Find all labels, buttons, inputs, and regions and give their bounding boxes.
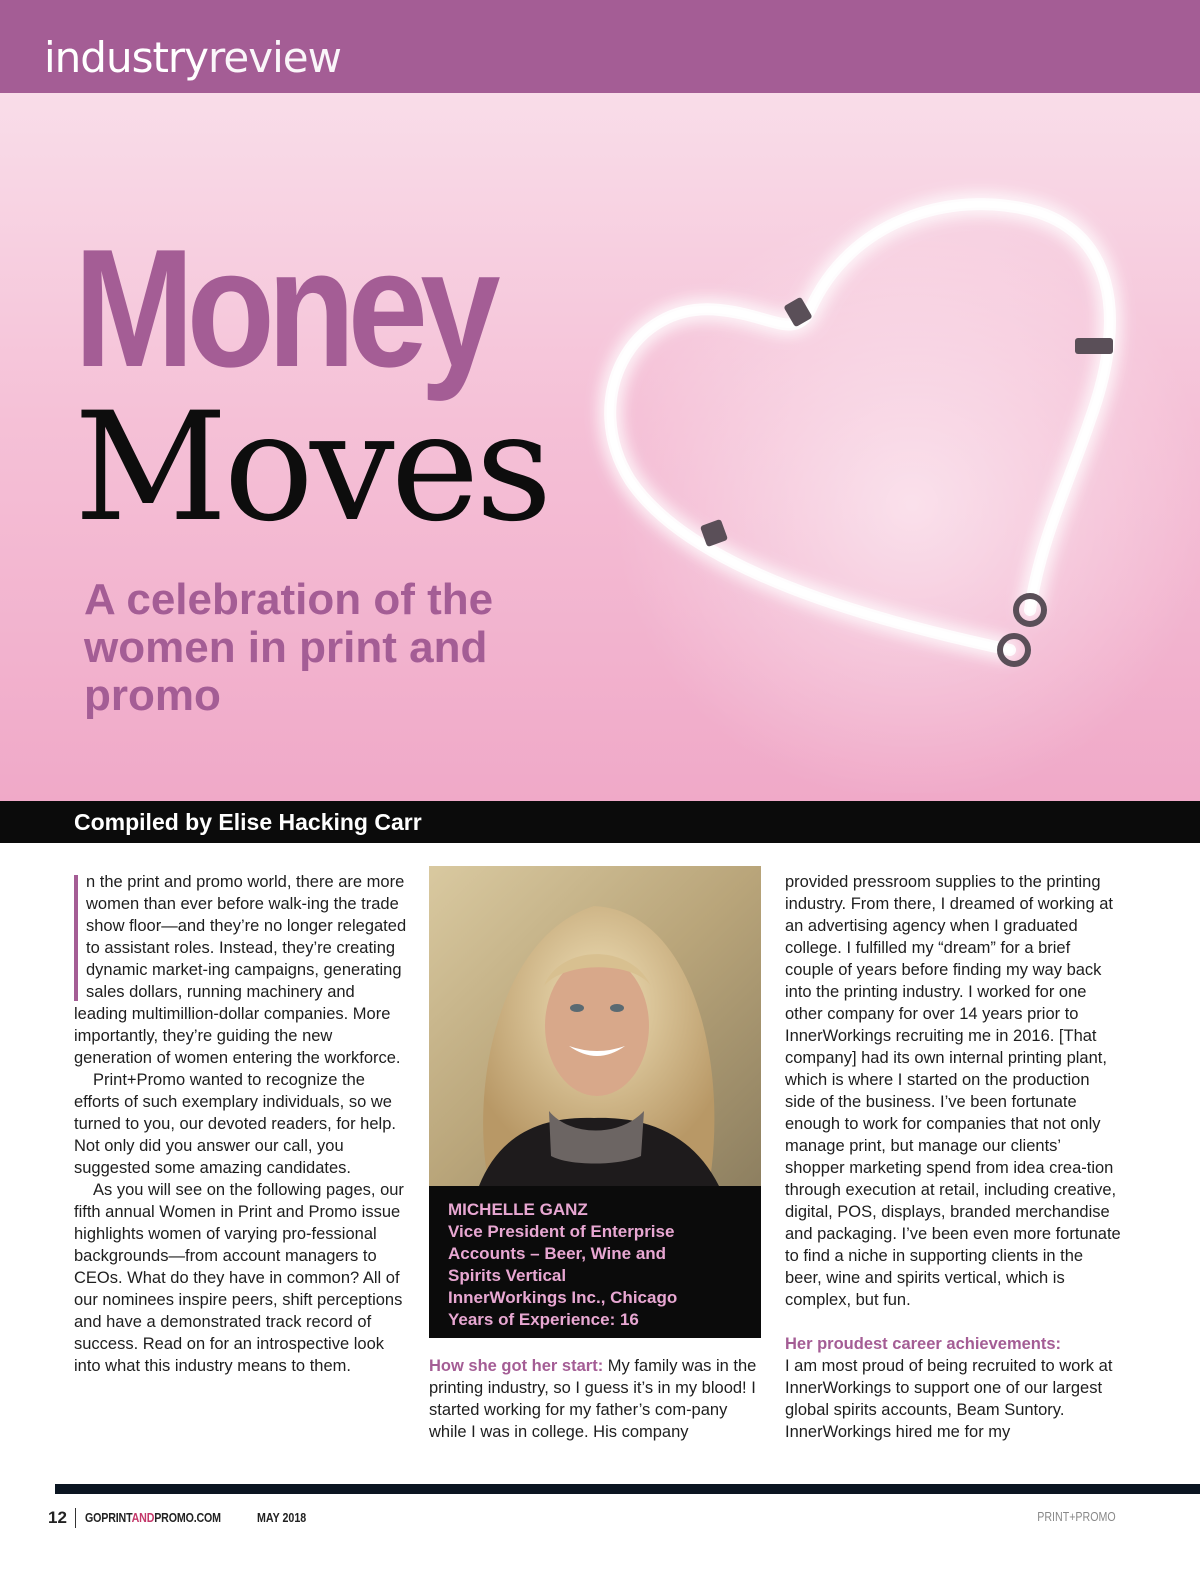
dropcap-bar bbox=[74, 875, 78, 1001]
intro-paragraph: Print+Promo wanted to recognize the efforts of such exemplary individuals, so we turned to you, our devoted readers, for help. Not only did you answer our call, you suggested some amazing candidates. bbox=[74, 1071, 396, 1177]
byline: Compiled by Elise Hacking Carr bbox=[74, 809, 422, 835]
profile-name: MICHELLE GANZ bbox=[448, 1200, 588, 1219]
profile-title: Accounts – Beer, Wine and bbox=[448, 1244, 667, 1263]
achievements-text: I am most proud of being recruited to work at InnerWorkings to support one of our largest global spirits accounts, Beam Suntory. InnerWorkings hired me for my bbox=[785, 1357, 1113, 1441]
headline-money: Money bbox=[74, 214, 493, 402]
footer bbox=[48, 1508, 317, 1528]
profile-photo bbox=[429, 866, 761, 1186]
neon-heart-icon bbox=[570, 150, 1190, 710]
section-label bbox=[44, 30, 341, 86]
headline-moves: Moves bbox=[74, 381, 549, 555]
start-label: How she got her start: bbox=[429, 1357, 604, 1375]
footer-divider bbox=[75, 1508, 76, 1528]
start-text: My family was in the printing industry, so I guess it’s in my blood! I started working for my father’s com-pany while I was in college. His company bbox=[429, 1357, 757, 1441]
hero-subtitle: A celebration of the women in print and promo bbox=[84, 575, 494, 720]
footer-brand: PRINT+PROMO bbox=[1037, 1509, 1116, 1524]
profile-column-2 bbox=[429, 1355, 764, 1443]
profile-experience: Years of Experience: 16 bbox=[448, 1310, 639, 1329]
section-label-bold: industry bbox=[44, 33, 209, 82]
heart-clip bbox=[1075, 338, 1113, 354]
profile-company: InnerWorkings Inc., Chicago bbox=[448, 1288, 678, 1307]
section-label-thin: review bbox=[208, 33, 341, 82]
footer-issue: MAY 2018 bbox=[256, 1510, 306, 1525]
intro-paragraph: As you will see on the following pages, our fifth annual Women in Print and Promo issue highlights women of varying pro-fessional backgrounds—from account managers to CEOs. What do they have in common? All of our nominees inspire peers, shift perceptions and have a demonstrated track record of success. Read on for an introspective look into what this industry means to them. bbox=[74, 1181, 404, 1375]
intro-paragraph: n the print and promo world, there are more women than ever before walk-ing the trade show floor—and they’re no longer relegated to assistant roles. Instead, they’re creating dynamic market-ing campaigns, generating sales dollars, running machinery and leading multimillion-dollar companies. More importantly, they’re guiding the new generation of women entering the workforce. bbox=[74, 873, 407, 1067]
intro-column bbox=[74, 871, 410, 1377]
start-paragraph bbox=[429, 1355, 764, 1443]
achievements-label: Her proudest career achievements: bbox=[785, 1335, 1062, 1353]
profile-title: Vice President of Enterprise bbox=[448, 1222, 675, 1241]
profile-caption bbox=[448, 1199, 748, 1331]
footer-rule bbox=[55, 1484, 1200, 1494]
profile-column-3 bbox=[785, 871, 1121, 1443]
footer-site: GOPRINTANDPROMO.COM bbox=[84, 1510, 221, 1525]
page-number: 12 bbox=[48, 1508, 67, 1527]
continued-paragraph: provided pressroom supplies to the printing industry. From there, I dreamed of working at an advertising agency when I graduated college. I fulfilled my “dream” for a brief couple of years before finding my way back into the printing industry. I worked for one other company for over 14 years prior to InnerWorkings recruiting me in 2016. [That company] had its own internal printing plant, which is where I started on the production side of the business. I’ve been fortunate enough to work for companies that not only manage print, but manage our clients’ shopper marketing spend from idea crea-tion through execution at retail, including creative, digital, POS, displays, branded merchandise and packaging. I’ve been even more fortunate to find a niche in supporting clients in the beer, wine and spirits vertical, which is complex, but fun. bbox=[785, 873, 1121, 1309]
profile-title: Spirits Vertical bbox=[448, 1266, 567, 1285]
